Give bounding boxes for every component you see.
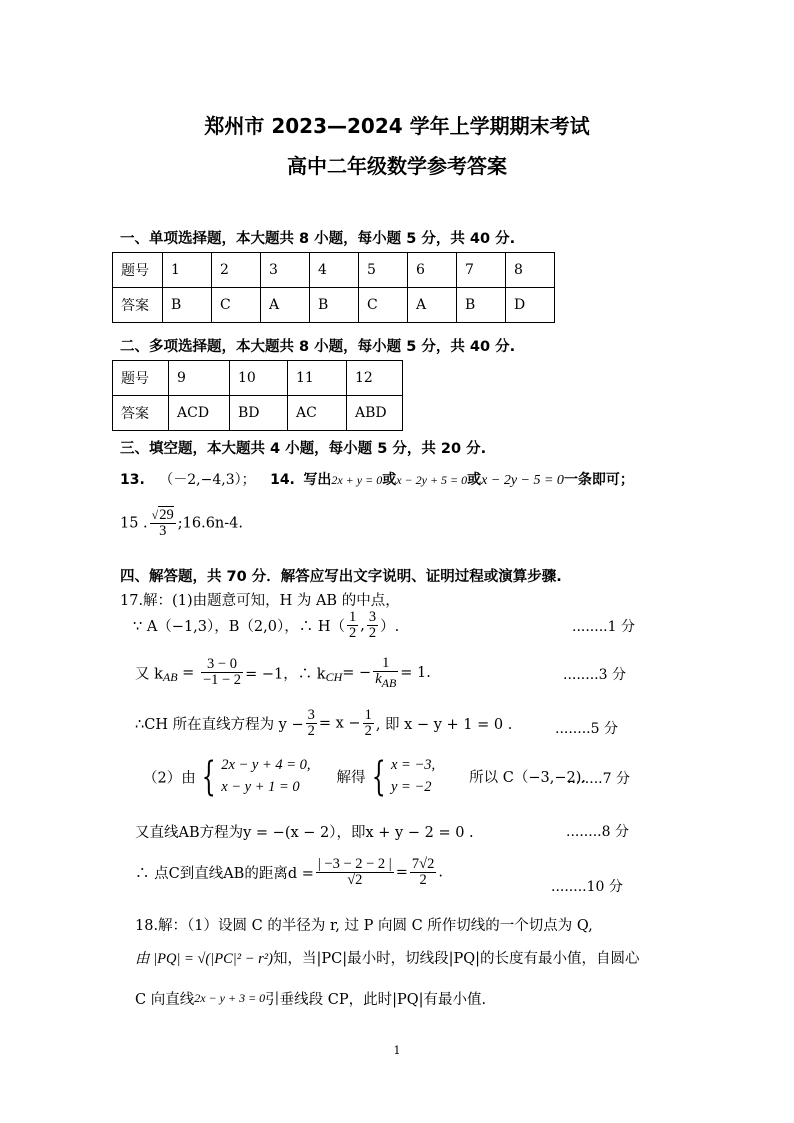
q18-line3: [135, 988, 486, 1009]
q15-label: 15 .: [120, 515, 148, 532]
section2-heading: 二、多项选择题，本大题共 8 小题，每小题 5 分，共 40 分.: [120, 339, 516, 355]
table-cell: 11: [288, 361, 347, 396]
table-cell: ABD: [347, 396, 403, 431]
equation: 2x − y + 4 = 0,: [221, 757, 311, 773]
numerator: 3 − 0: [201, 657, 243, 673]
numerator: 1: [348, 609, 357, 625]
numerator: | −3 − 2 − 2 |: [317, 856, 392, 872]
q17-line1: ∵ A（−1,3），B（2,0），∴ H（ $\frac{1}{2}$ , $\frac{3}{2}$ ）.: [133, 609, 400, 642]
table-cell: 12: [347, 361, 403, 396]
row-label: 题号: [113, 361, 169, 396]
q14-write: 写出: [303, 472, 332, 488]
q17-l2-eq: = −: [342, 664, 372, 681]
q17-l2-pre: 又 k: [135, 666, 163, 683]
denominator: −1 − 2: [202, 672, 242, 689]
score-mark: ........5 分: [555, 721, 618, 737]
q14-eq1: 2x + y = 0: [331, 473, 383, 487]
q17-l6-pre: ∴ 点C到直线AB的距离d =: [135, 866, 314, 883]
numerator: 1: [364, 707, 372, 723]
q17-l6-end: .: [438, 864, 443, 881]
q17-line6: [135, 857, 443, 888]
document-title: 郑州市 2023—2024 学年上学期期末考试: [204, 114, 590, 138]
numerator: 7√2: [411, 856, 435, 872]
table-cell: 5: [359, 253, 408, 288]
subscript: AB: [381, 676, 397, 691]
q17-l2-end: = 1.: [400, 664, 431, 681]
q17-line3: [135, 708, 512, 739]
denominator: 2: [368, 625, 377, 642]
table-cell: C: [359, 288, 408, 323]
q15-denominator: 3: [159, 523, 167, 540]
q17-l3-mid: = x −: [318, 715, 361, 732]
q13-answer: （－2,−4,3）；: [159, 472, 256, 488]
q17-l1-text: ∵ A（−1,3），B（2,0），∴ H（: [133, 619, 345, 636]
solution-system: [391, 755, 435, 799]
fraction: [306, 708, 317, 739]
table-cell: 9: [169, 361, 230, 396]
section3-heading: 三、填空题，本大题共 4 小题，每小题 5 分，共 20 分.: [120, 441, 487, 457]
score-mark: ........7 分: [567, 771, 630, 787]
fraction: [347, 610, 358, 641]
denominator: 2: [419, 872, 427, 889]
q17-l1-end: ）.: [380, 619, 400, 636]
fraction: [373, 656, 398, 690]
table-cell: 2: [212, 253, 261, 288]
row-label: 题号: [113, 253, 163, 288]
table-cell: ACD: [169, 396, 230, 431]
score-mark: ........8 分: [566, 824, 629, 840]
table-cell: A: [408, 288, 457, 323]
q18-line1: 18.解：（1）设圆 C 的半径为 r, 过 P 向圆 C 所作切线的一个切点为 Q,: [135, 918, 593, 934]
q14-label: 14.: [270, 472, 295, 488]
table-row: [113, 396, 403, 431]
q14-eq3: x − 2y − 5 = 0: [481, 473, 564, 488]
table-row: [113, 253, 555, 288]
denominator: 2: [348, 625, 357, 642]
q15-numerator: 29: [159, 507, 174, 523]
numerator: 3: [368, 609, 377, 625]
q17-intro: 17.解：(1)由题意可知，H 为 AB 的中点，: [120, 593, 400, 609]
table-cell: 4: [310, 253, 359, 288]
q17-line2: 又 $k_{AB}$ = $\frac{3 - 0}{-1 - 2}$ = −1，∴ $k_{CH}=$ − $\frac{1}{k_{AB}}$ = 1.: [135, 655, 431, 691]
q18-line2: [135, 947, 640, 968]
table-cell: 3: [261, 253, 310, 288]
fraction: [363, 708, 374, 739]
q14-or: 或: [382, 472, 397, 488]
section1-heading: 一、单项选择题，本大题共 8 小题，每小题 5 分，共 40 分.: [120, 231, 516, 247]
table-cell: AC: [288, 396, 347, 431]
row-label: 答案: [113, 288, 163, 323]
q18-l3-pre: C 向直线: [135, 992, 195, 1008]
table-cell: 6: [408, 253, 457, 288]
equation-system: [221, 755, 310, 799]
denominator-k: k: [375, 671, 382, 688]
q17-l4-pre: （2）由: [143, 770, 196, 787]
fraction: [201, 657, 243, 688]
document-subtitle: 高中二年级数学参考答案: [287, 154, 507, 178]
q16-answer: ;16.6n-4.: [177, 515, 244, 532]
score-mark: ........3 分: [563, 667, 626, 683]
q14-or: 或: [467, 472, 482, 488]
subscript: CH: [325, 669, 343, 684]
table-row: [113, 288, 555, 323]
table-cell: 7: [457, 253, 506, 288]
table-row: [113, 361, 403, 396]
section2-answer-table: [112, 360, 403, 431]
fraction: [410, 857, 436, 888]
table-cell: D: [506, 288, 555, 323]
q17-l2-mid: = −1，∴ k: [245, 666, 326, 683]
q17-l3-pre: ∴CH 所在直线方程为 y −: [135, 717, 304, 734]
q15-fraction: $\frac{√29}{3}$: [151, 507, 174, 540]
numerator: 1: [373, 656, 398, 672]
q18-l2-formula: 由 |PQ| = √(|PC|² − r²): [135, 951, 273, 967]
table-cell: B: [457, 288, 506, 323]
q13-label: 13.: [120, 472, 145, 488]
equals: =: [395, 864, 408, 881]
equation: x − y + 1 = 0: [221, 778, 300, 795]
q15-q16-line: [120, 508, 243, 539]
denominator: 2: [364, 723, 372, 740]
fraction: [316, 857, 394, 888]
q14-eq2: x − 2y + 5 = 0: [396, 473, 468, 487]
denominator: 2: [307, 723, 315, 740]
denominator: √2: [347, 872, 363, 889]
fraction: [367, 610, 378, 641]
page-number: 1: [393, 1044, 401, 1057]
q17-l4-end: 所以 C（−3,−2).: [469, 770, 586, 787]
numerator: 3: [307, 707, 315, 723]
subscript: AB: [162, 669, 178, 684]
table-cell: B: [310, 288, 359, 323]
section4-heading: 四、解答题，共 70 分．解答应写出文字说明、证明过程或演算步骤.: [120, 569, 562, 585]
table-cell: B: [163, 288, 212, 323]
equation: x = −3,: [391, 757, 436, 773]
denominator: [373, 672, 398, 689]
q17-l3-end: , 即 x − y + 1 = 0 .: [375, 717, 513, 734]
table-cell: A: [261, 288, 310, 323]
q18-l3-eq: 2x − y + 3 = 0: [194, 991, 266, 1005]
score-mark: ........1 分: [572, 619, 635, 635]
q18-l2-text: 知，当|PC|最小时，切线段|PQ|的长度有最小值，自圆心: [272, 951, 640, 967]
q18-l3-post: 引垂线段 CP，此时|PQ|有最小值.: [265, 992, 487, 1008]
table-cell: BD: [230, 396, 288, 431]
equation: y = −2: [391, 778, 432, 795]
section1-answer-table: [112, 252, 555, 323]
table-cell: 8: [506, 253, 555, 288]
table-cell: 10: [230, 361, 288, 396]
table-cell: 1: [163, 253, 212, 288]
row-label: 答案: [113, 396, 169, 431]
q17-line5: 又直线AB方程为y = −(x − 2），即x + y − 2 = 0 .: [135, 825, 474, 841]
q14-tail: 一条即可；: [563, 472, 634, 488]
score-mark: ........10 分: [551, 879, 623, 895]
q17-l4-mid: 解得: [336, 770, 366, 787]
q17-line4: （2）由 { 2x − y + 4 = 0, x − y + 1 = 0 解得 { x = −3, y = −2 所以 C（−3,−2).: [143, 753, 586, 800]
q13-q14-line: [120, 469, 634, 489]
table-cell: C: [212, 288, 261, 323]
